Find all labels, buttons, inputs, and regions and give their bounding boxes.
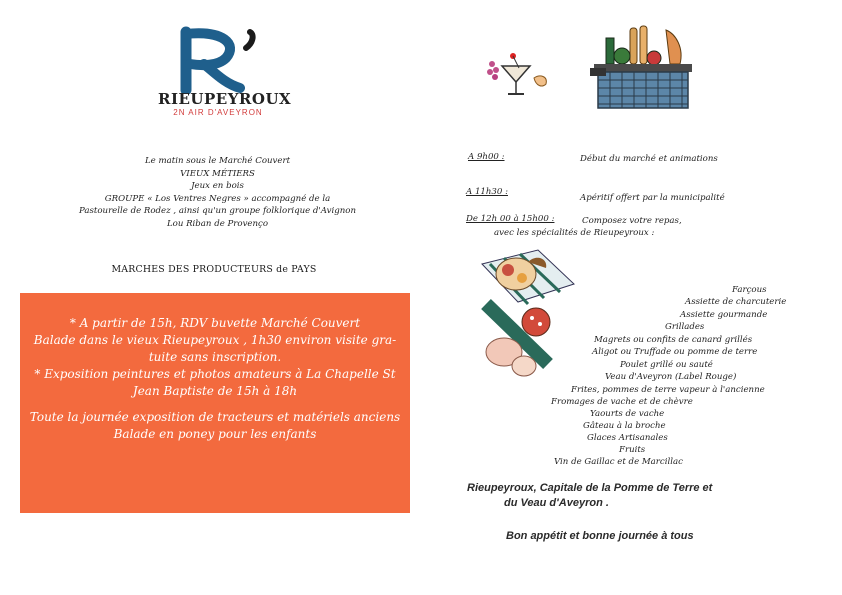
schedule-note: avec les spécialités de Rieupeyroux : [494,228,655,238]
cocktail-glass-icon [486,48,552,102]
food-platter-icon [478,244,578,384]
schedule-time: A 11h30 : [466,187,508,197]
morning-line: Lou Riban de Provenço [166,218,269,229]
menu-item: Veau d'Aveyron (Label Rouge) [605,372,737,382]
logo-tagline: 2N AIR D'AVEYRON [173,108,263,117]
menu-item: Yaourts de vache [590,409,665,419]
menu-item: Fruits [619,445,646,455]
morning-activities [40,155,395,230]
morning-line: Jeux en bois [191,181,244,191]
menu-item: Aligot ou Truffade ou pomme de terre [592,347,758,357]
menu-item: Assiette gourmande [680,310,768,320]
menu-item: Glaces Artisanales [587,433,668,443]
picnic-basket-icon [588,24,698,112]
schedule-event: Début du marché et animations [580,154,718,164]
closing-line: Bon appétit et bonne journée à tous [506,530,694,542]
afternoon-line: tuite sans inscription. [148,350,282,364]
menu-item: Grillades [665,322,705,332]
schedule-time: De 12h 00 à 15h00 : [466,214,555,224]
producers-heading: MARCHES DES PRODUCTEURS de PAYS [111,264,317,275]
schedule-event: Composez votre repas, [582,216,682,226]
r-letter-icon [186,32,253,90]
schedule-time: A 9h00 : [468,152,505,162]
menu-item: Gâteau à la broche [583,421,666,431]
menu-item: Magrets ou confits de canard grillés [594,335,753,345]
schedule-event: Apéritif offert par la municipalité [580,193,725,203]
afternoon-line: Jean Baptiste de 15h à 18h [132,384,298,398]
afternoon-line: Balade dans le vieux Rieupeyroux , 1h30 environ visite gra- [33,333,397,347]
menu-item: Fromages de vache et de chèvre [551,397,693,407]
morning-line: VIEUX MÉTIERS [180,168,255,179]
logo-name: RIEUPEYROUX [158,90,292,108]
menu-item: Frites, pommes de terre vapeur à l'ancienne [571,385,765,395]
morning-line: Le matin sous le Marché Couvert [144,156,291,166]
menu-item: Poulet grillé ou sauté [620,360,713,370]
menu-item: Vin de Gaillac et de Marcillac [554,457,683,467]
afternoon-line: * A partir de 15h, RDV buvette Marché Couvert [69,316,361,330]
logo-mark [168,24,272,94]
morning-line: GROUPE « Los Ventres Negres » accompagné de la [104,193,331,204]
afternoon-line: Balade en poney pour les enfants [113,427,317,441]
slogan-line-2: du Veau d'Aveyron . [504,497,609,509]
afternoon-line: Toute la journée exposition de tracteurs et matériels anciens [29,410,401,424]
morning-line: Pastourelle de Rodez , ainsi qu'un groupe folklorique d'Avignon [78,206,357,216]
menu-item: Assiette de charcuterie [685,297,787,307]
afternoon-text [20,315,410,443]
menu-item: Farçous [732,285,767,295]
afternoon-line: * Exposition peintures et photos amateurs à La Chapelle St [34,367,396,381]
slogan-line-1: Rieupeyroux, Capitale de la Pomme de Terre et [467,482,713,494]
